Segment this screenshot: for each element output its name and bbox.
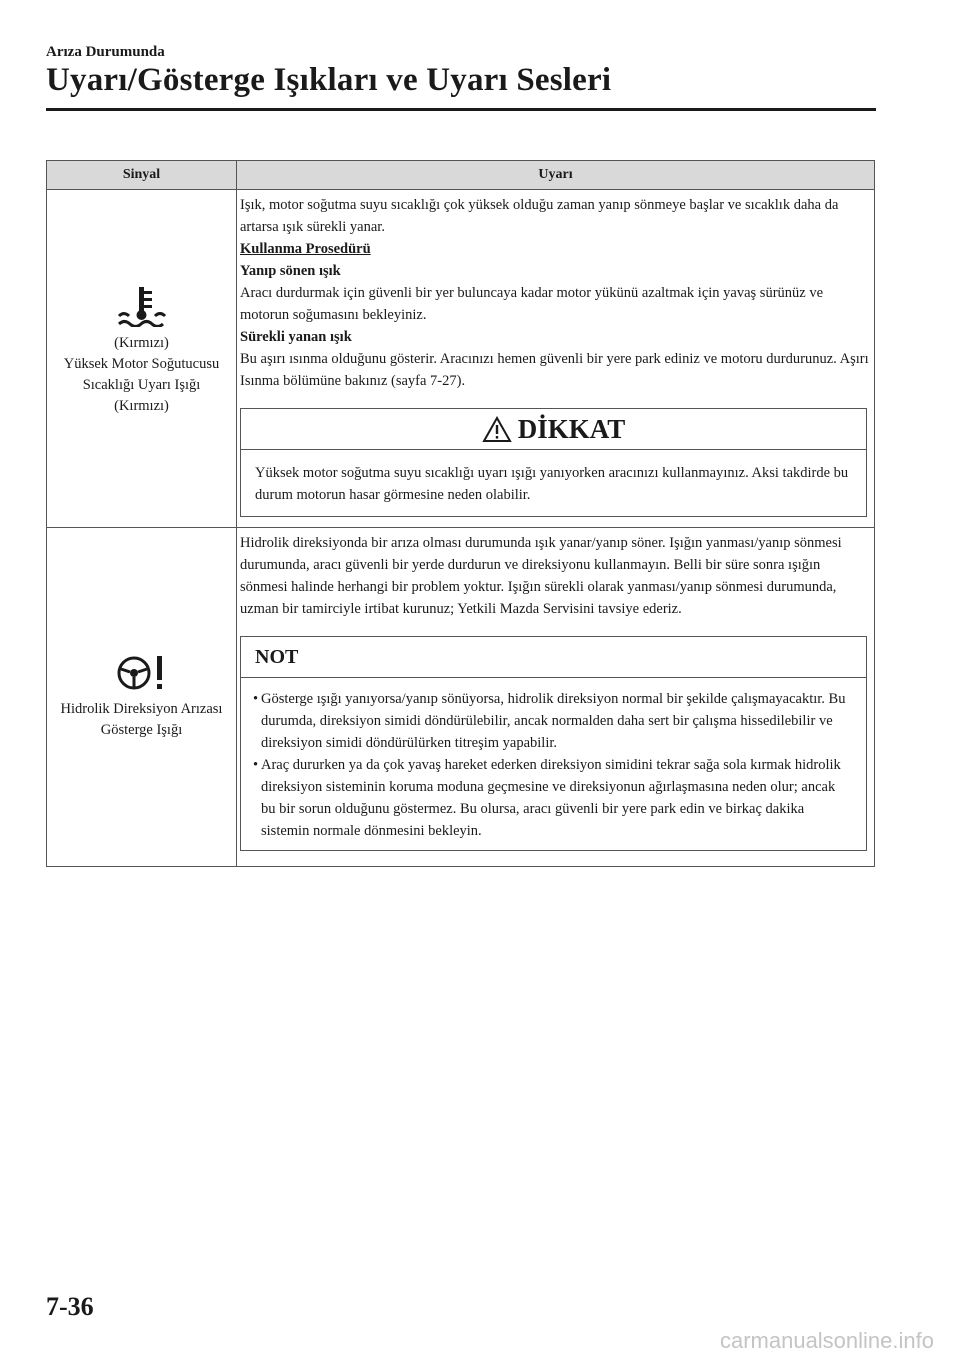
warning-lights-table bbox=[46, 160, 875, 867]
signal-cell bbox=[47, 190, 237, 528]
caution-header bbox=[241, 409, 866, 450]
watermark: carmanualsonline.info bbox=[719, 1328, 934, 1353]
column-header-signal: Sinyal bbox=[47, 161, 237, 190]
caution-title: DİKKAT bbox=[517, 414, 626, 444]
caution-text: Yüksek motor soğutma suyu sıcaklığı uyarı ışığı yanıyorken aracınızı kullanmayınız. Aksi takdirde bu durum motorun hasar görmesine neden olabilir. bbox=[255, 465, 849, 503]
warning-text: Hidrolik direksiyonda bir arıza olması durumunda ışık yanar/yanıp söner. Işığın yanması/yanıp sönmesi durumunda, aracı güvenli bir yerde durdurun ve direksiyonu kullanmayın. Belli bir süre sonra ışığın sönmesi halinde herhangi bir problem yoktur. Işığın sürekli olarak yanması/yanıp sönmesi durumunda, uzman bir tamirciyle irtibat kurunuz; Yetkili Mazda Servisini tavsiye ederiz. bbox=[240, 535, 842, 617]
table-header-row bbox=[47, 161, 875, 190]
signal-name: Hidrolik Direksiyon Arızası Gösterge Işığı bbox=[60, 701, 223, 738]
note-title: NOT bbox=[255, 646, 299, 668]
caution-box bbox=[240, 408, 867, 517]
warning-cell bbox=[237, 528, 875, 867]
table-row bbox=[47, 190, 875, 528]
note-header bbox=[241, 637, 866, 678]
page-title: Uyarı/Gösterge Işıkları ve Uyarı Sesleri bbox=[46, 62, 612, 98]
procedure-heading: Kullanma Prosedürü bbox=[240, 241, 371, 257]
page-number: 7-36 bbox=[46, 1292, 94, 1321]
steady-heading: Sürekli yanan ışık bbox=[240, 329, 352, 345]
warning-intro: Işık, motor soğutma suyu sıcaklığı çok yüksek olduğu zaman yanıp sönmeye başlar ve sıcaklık daha da artarsa ışık sürekli yanar. bbox=[240, 197, 839, 235]
note-bullet: • Araç dururken ya da çok yavaş hareket ederken direksiyon simidini tekrar sağa sola kırmak hidrolik direksiyon sisteminin koruma moduna geçmesine ve direksiyonun ağırlaşmasına neden olur; ancak bu bir sorun olduğunu göstermez. Bu olursa, aracı güvenli bir yere park edin ve birkaç dakika sistemin normale dönmesini bekleyin. bbox=[253, 757, 841, 839]
coolant-temperature-icon bbox=[116, 285, 168, 327]
table-row bbox=[47, 528, 875, 867]
signal-name: Yüksek Motor Soğutucusu Sıcaklığı Uyarı Işığı (Kırmızı) bbox=[63, 356, 220, 414]
section-label: Arıza Durumunda bbox=[46, 44, 165, 60]
steering-warning-icon bbox=[116, 653, 168, 693]
note-body bbox=[241, 678, 866, 850]
signal-color-note: (Kırmızı) bbox=[114, 335, 169, 351]
warning-cell bbox=[237, 190, 875, 528]
blink-text: Aracı durdurmak için güvenli bir yer buluncaya kadar motor yükünü azaltmak için yavaş sürünüz ve motorun soğumasını bekleyiniz. bbox=[240, 285, 824, 323]
warning-triangle-icon bbox=[482, 416, 512, 443]
note-box bbox=[240, 636, 867, 851]
column-header-warning: Uyarı bbox=[237, 161, 875, 190]
title-divider bbox=[46, 108, 876, 111]
note-bullet: • Gösterge ışığı yanıyorsa/yanıp sönüyorsa, hidrolik direksiyon normal bir şekilde çalışmayacaktır. Bu durumda, direksiyon simidi döndürülebilir, ancak normalden daha sert bir çalışma hissedilebilir ve direksiyon simidi döndürülürken titreşim yapabilir. bbox=[253, 691, 846, 751]
steady-text: Bu aşırı ısınma olduğunu gösterir. Aracınızı hemen güvenli bir yere park ediniz ve motoru durdurunuz. Aşırı Isınma bölümüne bakınız (sayfa 7-27). bbox=[240, 351, 869, 389]
signal-cell bbox=[47, 528, 237, 867]
blink-heading: Yanıp sönen ışık bbox=[240, 263, 341, 279]
